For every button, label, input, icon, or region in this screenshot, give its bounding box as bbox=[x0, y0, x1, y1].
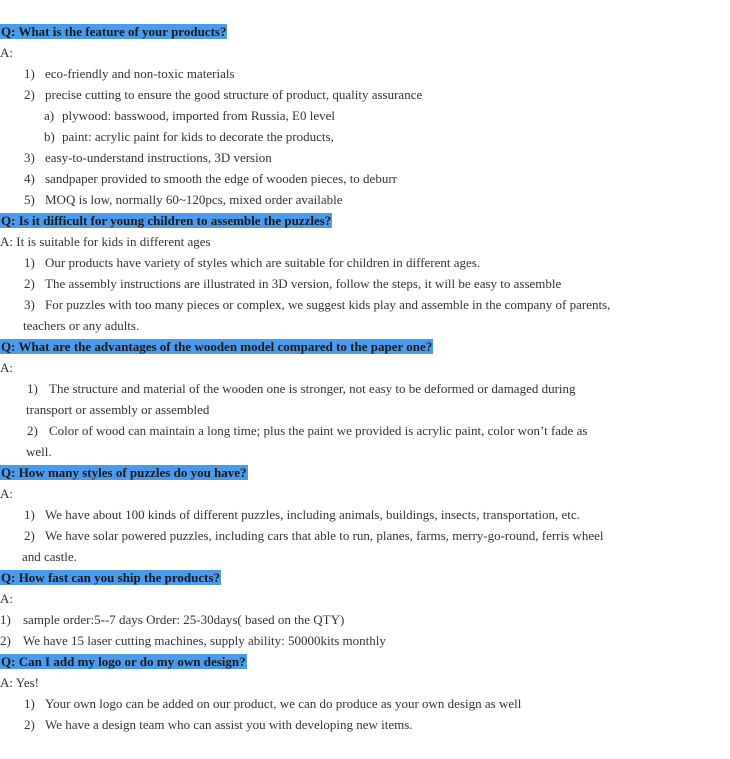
faq-answer-label-5: A: Yes! bbox=[0, 675, 40, 690]
list-item: 3) For puzzles with too many pieces or complex, we suggest kids play and assemble in the company of parents, bbox=[24, 297, 611, 312]
list-item: 1) The structure and material of the wooden one is stronger, not easy to be deformed or damaged during bbox=[27, 381, 576, 396]
list-item: 1) eco-friendly and non-toxic materials bbox=[24, 66, 235, 81]
list-item: 4) sandpaper provided to smooth the edge of wooden pieces, to deburr bbox=[24, 171, 397, 186]
list-item: 1) Your own logo can be added on our product, we can do produce as your own design as well bbox=[24, 696, 522, 711]
list-item: 2) The assembly instructions are illustrated in 3D version, follow the steps, it will be easy to assemble bbox=[24, 276, 562, 291]
faq-answer-label-4: A: bbox=[0, 591, 13, 606]
faq-answer-label-0: A: bbox=[0, 45, 13, 60]
list-item: 2) We have 15 laser cutting machines, supply ability: 50000kits monthly bbox=[0, 633, 386, 648]
list-item-continuation: transport or assembly or assembled bbox=[26, 402, 210, 417]
faq-question-4: Q: How fast can you ship the products? bbox=[1, 570, 220, 585]
faq-answer-label-1: A: It is suitable for kids in different ages bbox=[0, 234, 211, 249]
faq-answer-label-2: A: bbox=[0, 360, 13, 375]
list-item-continuation: well. bbox=[26, 444, 52, 459]
list-item: 5) MOQ is low, normally 60~120pcs, mixed order available bbox=[24, 192, 343, 207]
list-item: 2) We have solar powered puzzles, including cars that able to run, planes, farms, merry-go-round, ferris wheel bbox=[24, 528, 604, 543]
faq-question-5: Q: Can I add my logo or do my own design? bbox=[1, 654, 246, 669]
list-item: b) paint: acrylic paint for kids to decorate the products, bbox=[44, 129, 334, 144]
list-item: 2) We have a design team who can assist you with developing new items. bbox=[24, 717, 413, 732]
list-item: a) plywood: basswood, imported from Russia, E0 level bbox=[44, 108, 335, 123]
faq-question-1: Q: Is it difficult for young children to assemble the puzzles? bbox=[1, 213, 332, 228]
faq-answer-label-3: A: bbox=[0, 486, 13, 501]
list-item-continuation: and castle. bbox=[22, 549, 77, 564]
list-item: 1) We have about 100 kinds of different puzzles, including animals, buildings, insects, transportation, etc. bbox=[24, 507, 580, 522]
list-item: 3) easy-to-understand instructions, 3D version bbox=[24, 150, 272, 165]
list-item: 1) Our products have variety of styles which are suitable for children in different ages. bbox=[24, 255, 481, 270]
faq-question-2: Q: What are the advantages of the wooden model compared to the paper one? bbox=[1, 339, 433, 354]
faq-question-3: Q: How many styles of puzzles do you have? bbox=[1, 465, 247, 480]
list-item: 1) sample order:5--7 days Order: 25-30days( based on the QTY) bbox=[0, 612, 345, 627]
faq-question-0: Q: What is the feature of your products? bbox=[1, 24, 227, 39]
list-item-continuation: teachers or any adults. bbox=[23, 318, 140, 333]
list-item: 2) precise cutting to ensure the good structure of product, quality assurance bbox=[24, 87, 423, 102]
list-item: 2) Color of wood can maintain a long time; plus the paint we provided is acrylic paint, color won’t fade as bbox=[27, 423, 588, 438]
